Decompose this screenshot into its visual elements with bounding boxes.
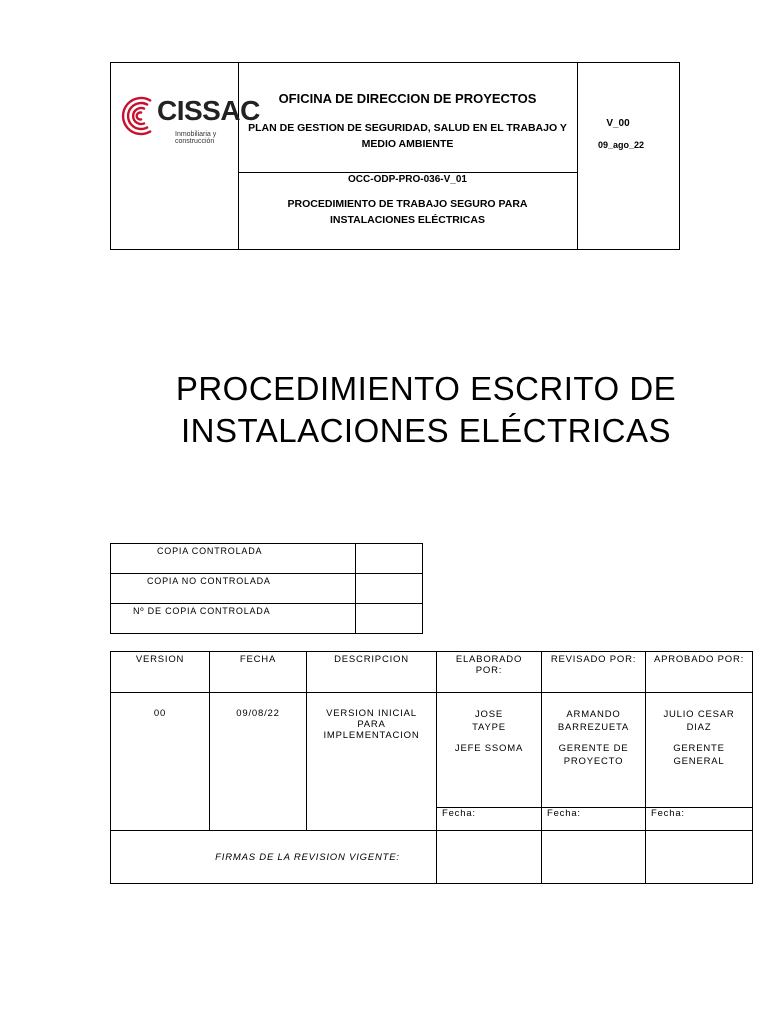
cell-description (307, 693, 437, 831)
copy-number-box (356, 604, 423, 634)
reviewed-role-2: PROYECTO (563, 756, 624, 767)
cell-reviewed (542, 693, 646, 808)
desc-line-3: IMPLEMENTACION (323, 730, 420, 741)
header-reviewed: REVISADO POR: (542, 652, 646, 693)
desc-line-2: PARA (357, 719, 386, 730)
header-prepared-line-2: POR: (475, 665, 503, 676)
logo-wordmark: CISSAC (157, 95, 260, 126)
plan-title (246, 120, 569, 152)
header-date: FECHA (210, 652, 307, 693)
procedure-line-2: INSTALACIONES ELÉCTRICAS (330, 214, 485, 226)
plan-line-2: MEDIO AMBIENTE (361, 138, 454, 150)
logo-tagline: Inmobiliaria y construcción (175, 131, 217, 145)
prepared-name-1: JOSE (474, 709, 503, 720)
copy-control-table (110, 543, 423, 634)
procedure-title (258, 196, 557, 228)
reviewed-name-1: ARMANDO (566, 709, 621, 720)
reviewed-role-1: GERENTE DE (558, 743, 629, 754)
approved-role-1: GERENTE (673, 743, 725, 754)
company-logo (121, 93, 260, 145)
header-description: DESCRIPCION (307, 652, 437, 693)
signatures-label: FIRMAS DE LA REVISION VIGENTE: (111, 831, 437, 884)
prepared-signature (437, 831, 542, 884)
logo-cell (111, 63, 260, 249)
approved-signature (646, 831, 753, 884)
prepared-role: JEFE SSOMA (454, 743, 524, 754)
revision-table (110, 651, 753, 884)
cell-date: 09/08/22 (210, 693, 307, 831)
header-version-cell (577, 63, 679, 249)
header-prepared (437, 652, 542, 693)
reviewed-fecha: Fecha: (542, 808, 646, 831)
version-label: V_00 (606, 118, 630, 129)
approved-fecha: Fecha: (646, 808, 753, 831)
reviewed-signature (542, 831, 646, 884)
page-title-line-2: INSTALACIONES ELÉCTRICAS (180, 412, 671, 449)
copy-controlled-box (356, 544, 423, 574)
desc-line-1: VERSION INICIAL (326, 708, 417, 719)
cell-version: 00 (111, 693, 210, 831)
table-row (111, 574, 423, 604)
copy-uncontrolled-label: COPIA NO CONTROLADA (111, 574, 356, 604)
office-title: OFICINA DE DIRECCION DE PROYECTOS (278, 91, 537, 106)
approved-role-2: GENERAL (673, 756, 725, 767)
copy-uncontrolled-box (356, 574, 423, 604)
reviewed-name-2: BARREZUETA (557, 722, 630, 733)
header-center-top (238, 63, 577, 173)
table-row (111, 604, 423, 634)
table-header-row (111, 652, 753, 693)
procedure-line-1: PROCEDIMIENTO DE TRABAJO SEGURO PARA (287, 198, 528, 210)
table-row (111, 544, 423, 574)
header-version: VERSION (111, 652, 210, 693)
header-prepared-line-1: ELABORADO (455, 654, 523, 665)
logo-mark-icon (121, 95, 155, 137)
table-row (111, 693, 753, 808)
copy-number-label: Nº DE COPIA CONTROLADA (111, 604, 356, 634)
header-approved: APROBADO POR: (646, 652, 753, 693)
approved-name-1: JULIO CESAR (663, 709, 735, 720)
page-title-line-1: PROCEDIMIENTO ESCRITO DE (175, 370, 677, 407)
header-center (238, 63, 578, 249)
page-title (140, 368, 712, 452)
copy-controlled-label: COPIA CONTROLADA (111, 544, 356, 574)
prepared-fecha: Fecha: (437, 808, 542, 831)
prepared-name-2: TAYPE (472, 722, 506, 733)
document-header (110, 62, 680, 250)
plan-line-1: PLAN DE GESTION DE SEGURIDAD, SALUD EN EL TRABAJO Y (248, 122, 567, 134)
table-row (111, 831, 753, 884)
document-code: OCC-ODP-PRO-036-V_01 (348, 174, 467, 185)
cell-prepared (437, 693, 542, 808)
approved-name-2: DIAZ (686, 722, 712, 733)
version-date: 09_ago_22 (597, 140, 645, 150)
cell-approved (646, 693, 753, 808)
